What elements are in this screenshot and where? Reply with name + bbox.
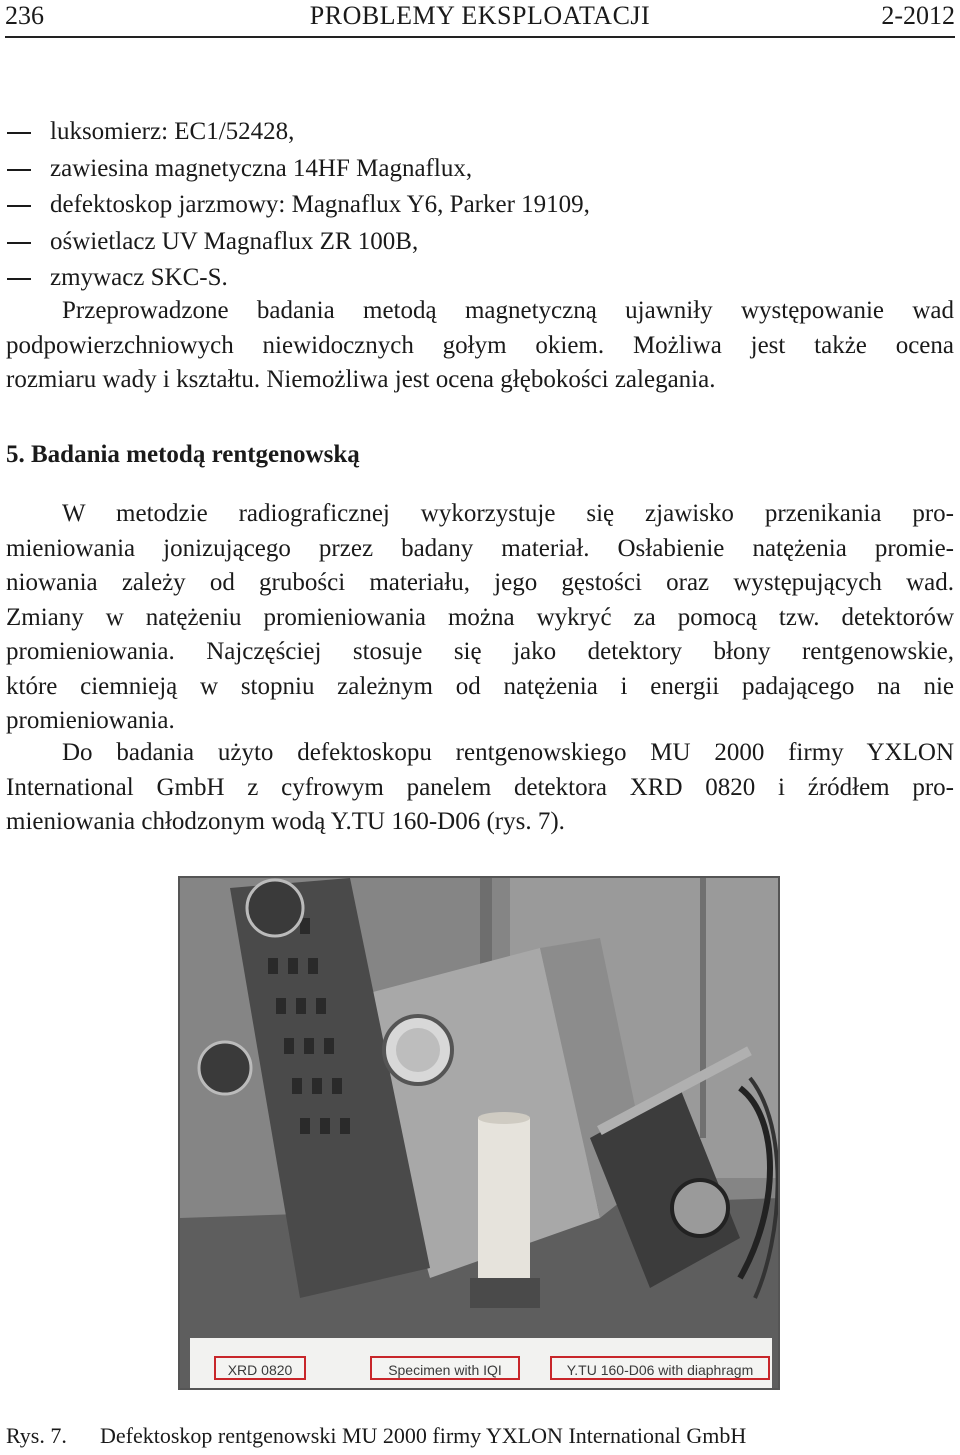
- xray-apparatus-photo: [180, 878, 780, 1390]
- list-item-text: zawiesina magnetyczna 14HF Magnaflux,: [50, 154, 473, 182]
- caption-number: Rys. 7.: [6, 1423, 67, 1448]
- intro-paragraph: [6, 294, 954, 398]
- paragraph-line: Przeprowadzone badania metodą magnetyczną ujawniły występowanie wad: [62, 297, 954, 324]
- list-item-text: oświetlacz UV Magnaflux ZR 100B,: [50, 227, 419, 255]
- section-paragraph: [6, 497, 954, 739]
- list-item: [7, 224, 947, 261]
- list-item-text: zmywacz SKC-S.: [50, 264, 228, 291]
- journal-title: PROBLEMY EKSPLOATACJI: [309, 1, 651, 30]
- paragraph-line: promieniowania. Najczęściej stosuje się jako detektory błony rentgenowskie,: [6, 638, 954, 665]
- figure-caption: [6, 1421, 946, 1451]
- equipment-list: [7, 114, 947, 297]
- paragraph-line: podpowierzchniowych niewidocznych gołym okiem. Możliwa jest także ocena: [6, 331, 954, 359]
- dash-bullet: [7, 132, 31, 134]
- paragraph-line: mieniowania chłodzonym wodą Y.TU 160-D06 (rys. 7).: [6, 808, 565, 835]
- dash-bullet: [7, 205, 31, 207]
- caption-text: Defektoskop rentgenowski MU 2000 firmy YXLON International GmbH: [100, 1423, 747, 1448]
- paragraph-line: Do badania użyto defektoskopu rentgenowskiego MU 2000 firmy YXLON: [62, 739, 954, 766]
- list-item: [7, 260, 947, 297]
- dash-bullet: [7, 169, 31, 171]
- label-detector: XRD 0820: [214, 1356, 306, 1380]
- paragraph-line: Zmiany w natężeniu promieniowania można wykryć za pomocą tzw. detektorów: [6, 603, 954, 631]
- paragraph-line: W metodzie radiograficznej wykorzystuje się zjawisko przenikania pro-: [62, 500, 954, 527]
- journal-issue: 2-2012: [881, 1, 955, 30]
- list-item: [7, 114, 947, 151]
- paragraph-line: mieniowania jonizującego przez badany materiał. Osłabienie natężenia promie-: [6, 534, 954, 562]
- list-item-text: luksomierz: EC1/52428,: [50, 118, 295, 145]
- dash-bullet: [7, 242, 31, 244]
- page-number: 236: [5, 1, 44, 30]
- list-item: [7, 151, 947, 188]
- running-header: [5, 0, 955, 38]
- paragraph-line: promieniowania.: [6, 707, 175, 734]
- list-item-text: defektoskop jarzmowy: Magnaflux Y6, Parker 19109,: [50, 191, 590, 218]
- list-item: [7, 187, 947, 224]
- section-paragraph: [6, 736, 954, 840]
- paragraph-line: niowania zależy od grubości materiału, jego gęstości oraz występujących wad.: [6, 569, 954, 596]
- figure-photo: [178, 876, 780, 1390]
- label-source: Y.TU 160-D06 with diaphragm: [550, 1356, 770, 1380]
- label-specimen: Specimen with IQI: [370, 1356, 520, 1380]
- paragraph-line: International GmbH z cyfrowym panelem detektora XRD 0820 i źródłem pro-: [6, 773, 954, 801]
- section-heading: 5. Badania metodą rentgenowską: [6, 441, 360, 468]
- paragraph-line: które ciemnieją w stopniu zależnym od natężenia i energii padającego na nie: [6, 672, 954, 700]
- dash-bullet: [7, 278, 31, 280]
- paragraph-line: rozmiaru wady i kształtu. Niemożliwa jest ocena głębokości zalegania.: [6, 366, 716, 393]
